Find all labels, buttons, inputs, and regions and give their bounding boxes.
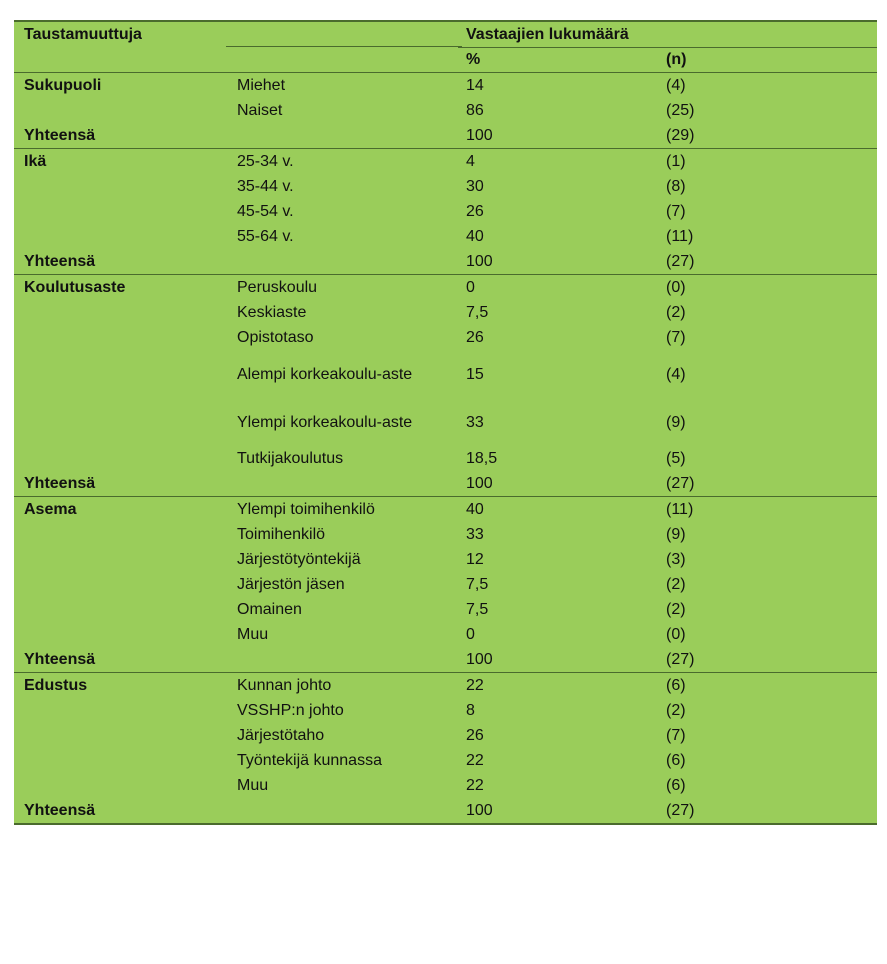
row-n: (3) <box>666 551 686 568</box>
row-label: Keskiaste <box>237 304 307 321</box>
table-row <box>14 672 877 698</box>
total-row <box>14 798 877 823</box>
table-row <box>14 398 877 446</box>
row-label: Työntekijä kunnassa <box>237 752 382 769</box>
table-row <box>14 547 877 572</box>
row-percent: 86 <box>466 102 484 119</box>
row-n: (4) <box>666 77 686 94</box>
table-row <box>14 572 877 597</box>
row-n: (6) <box>666 752 686 769</box>
row-n: (2) <box>666 304 686 321</box>
total-n: (27) <box>666 802 695 819</box>
row-label: Omainen <box>237 601 302 618</box>
table-row <box>14 300 877 325</box>
total-row <box>14 471 877 496</box>
table-row <box>14 773 877 798</box>
row-percent: 0 <box>466 626 475 643</box>
row-percent: 7,5 <box>466 304 489 321</box>
row-label: Tutkijakoulutus <box>237 450 344 467</box>
total-label: Yhteensä <box>24 127 96 144</box>
header-vastaajien-lukumaara: Vastaajien lukumäärä <box>466 26 629 43</box>
total-row <box>14 123 877 148</box>
row-label: Toimihenkilö <box>237 526 326 543</box>
group-name: Asema <box>24 501 77 518</box>
row-label: Alempi korkeakoulu-aste <box>237 365 413 383</box>
row-label: Muu <box>237 777 269 794</box>
header-n: (n) <box>666 51 687 68</box>
header-percent: % <box>466 51 481 68</box>
row-percent: 14 <box>466 77 484 94</box>
row-label: Kunnan johto <box>237 677 332 694</box>
row-n: (2) <box>666 601 686 618</box>
table-row <box>14 723 877 748</box>
group-name: Edustus <box>24 677 88 694</box>
table-row <box>14 748 877 773</box>
total-label: Yhteensä <box>24 475 96 492</box>
row-percent: 40 <box>466 228 484 245</box>
table-row <box>14 98 877 123</box>
row-percent: 40 <box>466 501 484 518</box>
row-label: Muu <box>237 626 269 643</box>
row-n: (9) <box>666 526 686 543</box>
table-row <box>14 325 877 350</box>
row-percent: 22 <box>466 777 484 794</box>
row-label: 35-44 v. <box>237 178 294 195</box>
demographics-table <box>14 20 877 825</box>
total-label: Yhteensä <box>24 802 96 819</box>
row-n: (1) <box>666 153 686 170</box>
total-n: (27) <box>666 651 695 668</box>
table-row <box>14 72 877 98</box>
table-row <box>14 148 877 174</box>
row-percent: 18,5 <box>466 450 498 467</box>
total-percent: 100 <box>466 127 493 144</box>
row-label: Järjestötaho <box>237 727 325 744</box>
row-n: (6) <box>666 777 686 794</box>
row-n: (9) <box>666 413 686 431</box>
row-percent: 7,5 <box>466 576 489 593</box>
table-row <box>14 522 877 547</box>
row-label: Ylempi toimihenkilö <box>237 501 375 518</box>
total-row <box>14 249 877 274</box>
row-n: (11) <box>666 501 694 518</box>
total-percent: 100 <box>466 802 493 819</box>
table-row <box>14 597 877 622</box>
row-n: (0) <box>666 279 686 296</box>
total-n: (29) <box>666 127 695 144</box>
row-label: Naiset <box>237 102 283 119</box>
table-row <box>14 199 877 224</box>
row-n: (5) <box>666 450 686 467</box>
header-row <box>14 22 877 47</box>
row-label: 25-34 v. <box>237 153 294 170</box>
row-label: Järjestön jäsen <box>237 576 345 593</box>
row-percent: 22 <box>466 752 484 769</box>
total-label: Yhteensä <box>24 651 96 668</box>
row-percent: 7,5 <box>466 601 489 618</box>
table-row <box>14 698 877 723</box>
total-percent: 100 <box>466 253 493 270</box>
table-row <box>14 446 877 471</box>
table-row <box>14 496 877 522</box>
row-percent: 4 <box>466 153 475 170</box>
row-n: (7) <box>666 329 686 346</box>
table-row <box>14 350 877 398</box>
group-name: Sukupuoli <box>24 77 102 94</box>
subheader-row <box>14 47 877 72</box>
row-n: (7) <box>666 203 686 220</box>
row-label: Opistotaso <box>237 329 314 346</box>
row-percent: 26 <box>466 329 484 346</box>
row-n: (7) <box>666 727 686 744</box>
row-percent: 26 <box>466 203 484 220</box>
total-percent: 100 <box>466 475 493 492</box>
row-n: (0) <box>666 626 686 643</box>
table-row <box>14 174 877 199</box>
table-row <box>14 622 877 647</box>
group-name: Ikä <box>24 153 47 170</box>
total-n: (27) <box>666 475 695 492</box>
table-row <box>14 224 877 249</box>
row-label: VSSHP:n johto <box>237 702 344 719</box>
group-name: Koulutusaste <box>24 279 126 296</box>
table-row <box>14 274 877 300</box>
row-n: (2) <box>666 576 686 593</box>
row-n: (8) <box>666 178 686 195</box>
row-percent: 0 <box>466 279 475 296</box>
row-percent: 12 <box>466 551 484 568</box>
row-percent: 33 <box>466 526 484 543</box>
row-label: Peruskoulu <box>237 279 318 296</box>
row-label: Ylempi korkeakoulu-aste <box>237 413 413 431</box>
row-percent: 26 <box>466 727 484 744</box>
row-n: (6) <box>666 677 686 694</box>
row-label: 45-54 v. <box>237 203 294 220</box>
header-taustamuuttuja: Taustamuuttuja <box>24 26 142 43</box>
row-n: (11) <box>666 228 694 245</box>
row-percent: 15 <box>466 365 484 383</box>
row-percent: 22 <box>466 677 484 694</box>
total-row <box>14 647 877 672</box>
row-label: Miehet <box>237 77 286 94</box>
row-percent: 30 <box>466 178 484 195</box>
total-label: Yhteensä <box>24 253 96 270</box>
row-percent: 8 <box>466 702 475 719</box>
table-body <box>14 72 877 823</box>
row-n: (4) <box>666 365 686 383</box>
row-percent: 33 <box>466 413 484 431</box>
row-label: Järjestötyöntekijä <box>237 551 361 568</box>
total-percent: 100 <box>466 651 493 668</box>
row-n: (25) <box>666 102 695 119</box>
row-label: 55-64 v. <box>237 228 294 245</box>
row-n: (2) <box>666 702 686 719</box>
total-n: (27) <box>666 253 695 270</box>
